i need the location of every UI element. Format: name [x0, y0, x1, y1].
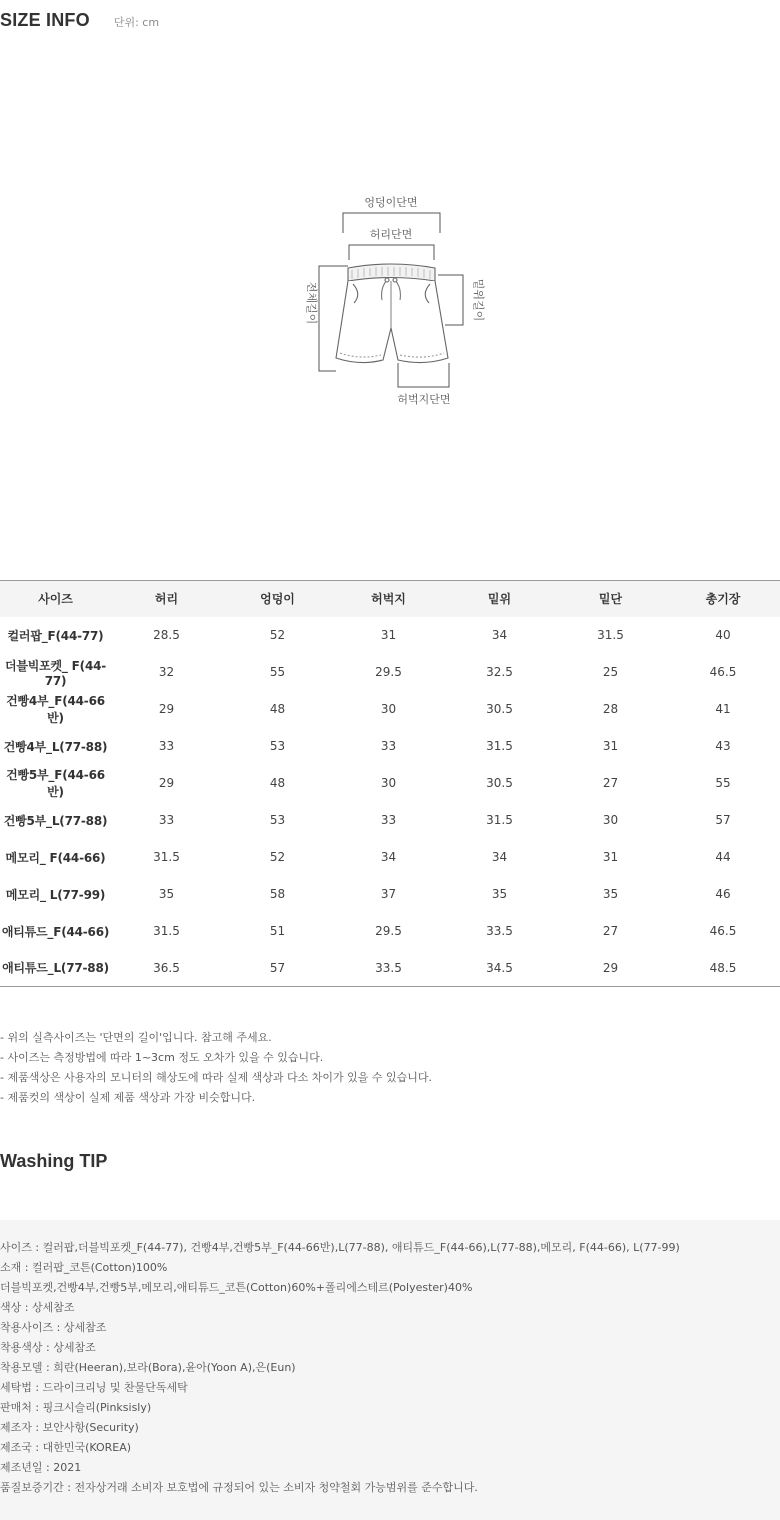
- size-info-title: SIZE INFO: [0, 10, 90, 30]
- table-cell: 57: [269, 960, 286, 975]
- size-name-cell: 애티튜드_F(44-66): [1, 924, 110, 939]
- shorts-illustration: [290, 188, 490, 413]
- table-cell: 31: [380, 628, 397, 642]
- product-info-panel: [0, 1220, 780, 1520]
- note-line: - 위의 실측사이즈는 '단면의 길이'입니다. 참고해 주세요.: [0, 1031, 272, 1044]
- table-row: [0, 654, 780, 691]
- info-line: 판매처 : 핑크시슬리(Pinksisly): [0, 1401, 152, 1414]
- info-line: 착용색상 : 상세참조: [0, 1341, 96, 1354]
- table-row: [0, 617, 780, 654]
- table-cell: 41: [715, 702, 731, 716]
- info-line: 착용사이즈 : 상세참조: [0, 1321, 107, 1334]
- table-row: [0, 913, 780, 950]
- unit-label: 단위: cm: [113, 16, 160, 29]
- info-line: 착용모델 : 희란(Heeran),보라(Bora),윤아(Yoon A),은(Eun): [0, 1361, 296, 1374]
- col-size: 사이즈: [0, 581, 111, 617]
- table-cell: 29.5: [375, 665, 402, 679]
- col-hem: 밑단: [555, 581, 666, 617]
- table-cell: 53: [269, 813, 286, 827]
- table-cell: 55: [269, 665, 286, 679]
- table-cell: 35: [602, 887, 619, 901]
- table-cell: 37: [380, 887, 397, 901]
- table-cell: 25: [602, 665, 619, 679]
- total-length-label: [305, 282, 319, 325]
- table-cell: 32.5: [486, 665, 513, 679]
- info-line: 사이즈 : 컬러팝,더블빅포켓_F(44-77), 건빵4부,건빵5부_F(44-66반),L(77-88), 애티튜드_F(44-66),L(77-88),메모리, F(44-66), L(77-99): [0, 1241, 680, 1254]
- table-cell: 28.5: [153, 628, 180, 642]
- size-name-cell: 건빵5부_F(44-66반): [6, 768, 105, 799]
- table-row: [0, 839, 780, 876]
- table-cell: 36.5: [153, 960, 180, 975]
- table-cell: 30: [380, 702, 397, 716]
- table-cell: 35: [491, 887, 508, 901]
- table-cell: 31.5: [153, 850, 180, 864]
- table-cell: 43: [715, 739, 731, 753]
- hip-label: 엉덩이단면: [364, 196, 418, 209]
- table-cell: 30.5: [486, 702, 513, 716]
- table-cell: 34: [380, 850, 397, 864]
- shorts-measurement-diagram: [290, 188, 490, 413]
- table-cell: 35: [158, 887, 175, 901]
- table-row: [0, 802, 780, 839]
- col-rise: 밑위: [444, 581, 555, 617]
- washing-tip-title: Washing TIP: [0, 1151, 108, 1171]
- table-cell: 44: [715, 850, 731, 864]
- thigh-label: 허벅지단면: [397, 393, 451, 406]
- table-cell: 46.5: [709, 665, 737, 679]
- size-name-cell: 건빵4부_L(77-88): [3, 739, 108, 754]
- table-cell: 46: [715, 887, 731, 901]
- table-cell: 34.5: [486, 960, 513, 975]
- size-table: [0, 580, 780, 987]
- table-cell: 51: [269, 924, 286, 938]
- info-line: 제조자 : 보안사항(Security): [0, 1421, 139, 1434]
- table-cell: 52: [269, 850, 286, 864]
- col-waist: 허리: [111, 581, 222, 617]
- note-line: - 제품색상은 사용자의 모니터의 해상도에 따라 실제 색상과 다소 차이가 있을 수 있습니다.: [0, 1071, 432, 1084]
- shorts-shape: [336, 264, 448, 363]
- col-thigh: 허벅지: [333, 581, 444, 617]
- table-cell: 28: [602, 702, 619, 716]
- table-row: [0, 691, 780, 728]
- table-cell: 30: [602, 813, 619, 827]
- size-name-cell: 애티튜드_L(77-88): [2, 961, 109, 976]
- waist-label: 허리단면: [369, 228, 413, 241]
- table-cell: 55: [715, 776, 731, 790]
- info-line: 제조국 : 대한민국(KOREA): [0, 1441, 132, 1454]
- table-cell: 33.5: [375, 960, 402, 975]
- table-cell: 46.5: [709, 924, 737, 938]
- svg-text:밑위길이: 밑위길이: [472, 278, 485, 322]
- table-cell: 29.5: [375, 924, 402, 938]
- size-name-cell: 건빵4부_F(44-66반): [6, 694, 105, 725]
- info-line: 색상 : 상세참조: [0, 1301, 75, 1314]
- table-cell: 33: [158, 813, 175, 827]
- thigh-bracket: [398, 363, 449, 387]
- size-info-header: [0, 10, 159, 38]
- table-cell: 31: [602, 850, 619, 864]
- waist-bracket: [349, 245, 434, 260]
- table-cell: 33: [380, 813, 397, 827]
- table-cell: 57: [715, 813, 731, 827]
- col-total-length: 총기장: [666, 581, 780, 617]
- table-cell: 34: [491, 850, 508, 864]
- table-cell: 27: [602, 924, 619, 938]
- table-cell: 31.5: [597, 628, 624, 642]
- table-cell: 30: [380, 776, 397, 790]
- table-cell: 29: [158, 702, 175, 716]
- rise-bracket: [438, 275, 463, 325]
- table-cell: 31: [602, 739, 619, 753]
- table-cell: 27: [602, 776, 619, 790]
- table-header-row: [0, 581, 780, 617]
- note-line: - 제품컷의 색상이 실제 제품 색상과 가장 비슷합니다.: [0, 1091, 256, 1104]
- table-cell: 32: [158, 665, 175, 679]
- table-cell: 30.5: [486, 776, 513, 790]
- table-cell: 31.5: [153, 924, 180, 938]
- info-line: 소재 : 컬러팝_코튼(Cotton)100%: [0, 1261, 168, 1274]
- table-cell: 53: [269, 739, 286, 753]
- info-line: 세탁법 : 드라이크리닝 및 찬물단독세탁: [0, 1381, 188, 1394]
- col-hip: 엉덩이: [222, 581, 333, 617]
- table-cell: 31.5: [486, 739, 513, 753]
- table-cell: 48: [269, 702, 286, 716]
- table-cell: 33: [158, 739, 175, 753]
- info-line: 더블빅포켓,건빵4부,건빵5부,메모리,애티튜드_코튼(Cotton)60%+폴리에스테르(Polyester)40%: [0, 1281, 473, 1294]
- table-row: [0, 876, 780, 913]
- table-row: [0, 950, 780, 987]
- size-notes: [0, 1028, 432, 1108]
- size-name-cell: 메모리_ F(44-66): [5, 850, 106, 865]
- table-cell: 34: [491, 628, 508, 642]
- info-line: 품질보증기간 : 전자상거래 소비자 보호법에 규정되어 있는 소비자 청약철회 가능범위를 준수합니다.: [0, 1481, 478, 1494]
- table-row: [0, 728, 780, 765]
- size-name-cell: 더블빅포켓_ F(44-77): [4, 658, 107, 688]
- table-cell: 40: [715, 628, 731, 642]
- size-name-cell: 컬러팝_F(44-77): [7, 628, 104, 643]
- table-cell: 29: [602, 960, 619, 975]
- table-cell: 48: [269, 776, 286, 790]
- table-row: [0, 765, 780, 802]
- size-name-cell: 메모리_ L(77-99): [5, 887, 106, 902]
- note-line: - 사이즈는 측정방법에 따라 1~3cm 정도 오차가 있을 수 있습니다.: [0, 1051, 324, 1064]
- info-line: 제조년일 : 2021: [0, 1461, 82, 1474]
- table-cell: 29: [158, 776, 175, 790]
- table-cell: 52: [269, 628, 286, 642]
- svg-text:전체길이: 전체길이: [305, 281, 318, 325]
- size-name-cell: 건빵5부_L(77-88): [3, 813, 108, 828]
- table-cell: 33.5: [486, 924, 513, 938]
- table-cell: 58: [269, 887, 286, 901]
- table-cell: 31.5: [486, 813, 513, 827]
- table-cell: 48.5: [709, 960, 737, 975]
- rise-label: [472, 279, 486, 322]
- table-cell: 33: [380, 739, 397, 753]
